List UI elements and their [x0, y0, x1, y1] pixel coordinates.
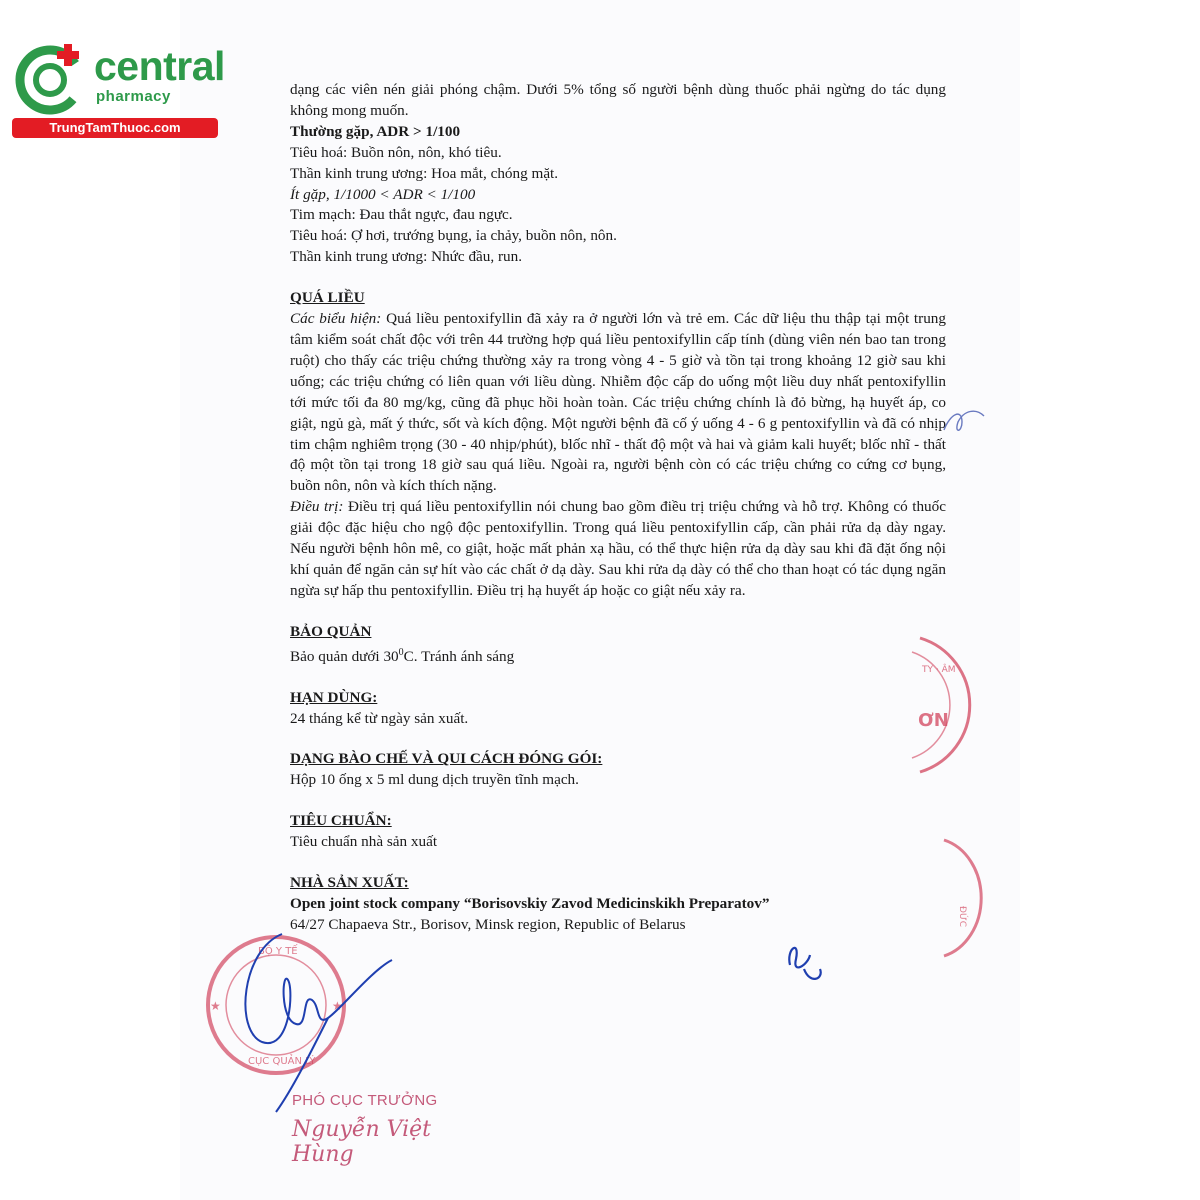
pharmacy-cross-icon — [12, 40, 88, 116]
common-adr-item: Tiêu hoá: Buồn nôn, nôn, khó tiêu. — [290, 143, 502, 161]
standard-heading: TIÊU CHUẨN: — [290, 812, 392, 830]
packaging-heading: DẠNG BÀO CHẾ VÀ QUI CÁCH ĐÓNG GÓI: — [290, 750, 603, 768]
seal-star-icon: ★ — [210, 999, 221, 1013]
shelf-life-text: 24 tháng kể từ ngày sản xuất. — [290, 709, 469, 727]
signoff-block — [292, 1092, 492, 1167]
logo-url[interactable]: TrungTamThuoc.com — [12, 118, 218, 138]
central-pharmacy-logo[interactable] — [8, 38, 223, 138]
rare-adr-item: Tiêu hoá: Ợ hơi, trướng bụng, ỉa chảy, buồn nôn, nôn. — [290, 227, 617, 245]
storage-heading: BẢO QUẢN — [290, 622, 372, 640]
storage-text-part: Bảo quản dưới 30 — [290, 647, 399, 665]
overdose-signs-label: Các biểu hiện: — [290, 310, 382, 328]
signer-name: Nguyễn Việt Hùng — [292, 1117, 432, 1167]
storage-text — [290, 643, 946, 668]
seal-text: ĐỨC — [957, 906, 967, 927]
rare-adr-item: Tim mạch: Đau thắt ngực, đau ngực. — [290, 206, 513, 224]
shelf-life-heading: HẠN DÙNG: — [290, 688, 378, 706]
common-adr-item: Thần kinh trung ương: Hoa mắt, chóng mặt. — [290, 164, 559, 182]
signer-title: PHÓ CỤC TRƯỞNG — [292, 1092, 438, 1109]
overdose-treatment-label: Điều trị: — [290, 498, 344, 516]
manufacturer-address: 64/27 Chapaeva Str., Borisov, Minsk region, Republic of Belarus — [290, 915, 686, 933]
seal-star-icon: ★ — [332, 999, 343, 1013]
company-seal-stamp — [890, 630, 980, 780]
common-adr-heading: Thường gặp, ADR > 1/100 — [290, 122, 461, 140]
overdose-treatment-text: Điều trị quá liều pentoxifyllin nói chung bao gồm điều trị triệu chứng và hỗ trợ. Không có thuốc giải độc đặc hiệu cho ngộ độc pentoxifyllin. Trong quá liều pentoxifyllin cấp, cần phải rửa dạ dày ngay. Nếu người bệnh hôn mê, co giật, hoặc mất phản xạ hầu, có thể thực hiện rửa dạ dày sau khi đã đặt ống nội khí quản để ngăn cản sự hít vào các chất ở dạ dày. Sau khi rửa dạ dày có thể cho than hoạt có tác dụng ngăn ngừa sự hấp thu pentoxifyllin. Điều trị hạ huyết áp hoặc co giật nếu xảy ra. — [290, 498, 946, 599]
rare-adr-item: Thần kinh trung ương: Nhức đầu, run. — [290, 248, 523, 266]
seal-text: BỘ Y TẾ — [258, 946, 298, 957]
storage-text-part: C. Tránh ánh sáng — [403, 647, 515, 665]
packaging-text: Hộp 10 ống x 5 ml dung dịch truyền tĩnh mạch. — [290, 771, 579, 789]
intro-paragraph: dạng các viên nén giải phóng chậm. Dưới 5% tổng số người bệnh dùng thuốc phải ngừng do tác dụng không mong muốn. — [290, 81, 946, 119]
manufacturer-company: Open joint stock company “Borisovskiy Zavod Medicinskikh Preparatov” — [290, 894, 770, 912]
overdose-signs-text: Quá liều pentoxifyllin đã xảy ra ở người lớn và trẻ em. Các dữ liệu thu thập tại một trung tâm kiểm soát chất độc với trên 44 trường hợp quá liều pentoxifyllin cấp tính (dùng viên nén bao tan trong ruột) cho thấy các triệu chứng thường xảy ra trong vòng 4 - 5 giờ và tồn tại trong khoảng 12 giờ sau khi uống; các triệu chứng có liên quan với liều dùng. Nhiễm độc cấp do uống một liều duy nhất pentoxifyllin tới mức tối đa 80 mg/kg, cũng đã phục hồi hoàn toàn. Các triệu chứng chính là đỏ bừng, hạ huyết áp, co giật, ngủ gà, mất ý thức, sốt và kích động. Một người bệnh đã cố ý uống 4 - 6 g pentoxifyllin và đã có nhịp tim chậm nghiêm trọng (30 - 40 nhịp/phút), blốc nhĩ - thất độ một và hai và giảm kali huyết; blốc nhĩ - thất độ một tồn tại trong 18 giờ sau quá liều. Ngoài ra, người bệnh còn có các triệu chứng co cứng cơ bụng, buồn nôn, nôn và kích thích nặng. — [290, 310, 946, 495]
rare-adr-heading: Ít gặp, 1/1000 < ADR < 1/100 — [290, 185, 476, 203]
overdose-signs-paragraph — [290, 309, 946, 497]
degree-superscript: 0 — [398, 646, 404, 658]
overdose-heading: QUÁ LIỀU — [290, 289, 365, 307]
logo-subtitle: pharmacy — [96, 88, 171, 105]
initials-signature — [780, 935, 830, 990]
seal-text: ƠN — [918, 710, 949, 731]
manufacturer-heading: NHÀ SẢN XUẤT: — [290, 874, 409, 892]
overdose-treatment-paragraph — [290, 497, 946, 602]
initials-signature — [940, 400, 990, 445]
official-signature — [232, 930, 402, 1115]
partial-seal-stamp — [938, 836, 983, 960]
seal-text: CỤC QUẢN LÝ — [248, 1056, 316, 1067]
standard-text: Tiêu chuẩn nhà sản xuất — [290, 833, 438, 851]
logo-name: central — [94, 43, 225, 89]
seal-text: TY · ÂM — [922, 665, 956, 675]
document-body — [290, 80, 946, 936]
